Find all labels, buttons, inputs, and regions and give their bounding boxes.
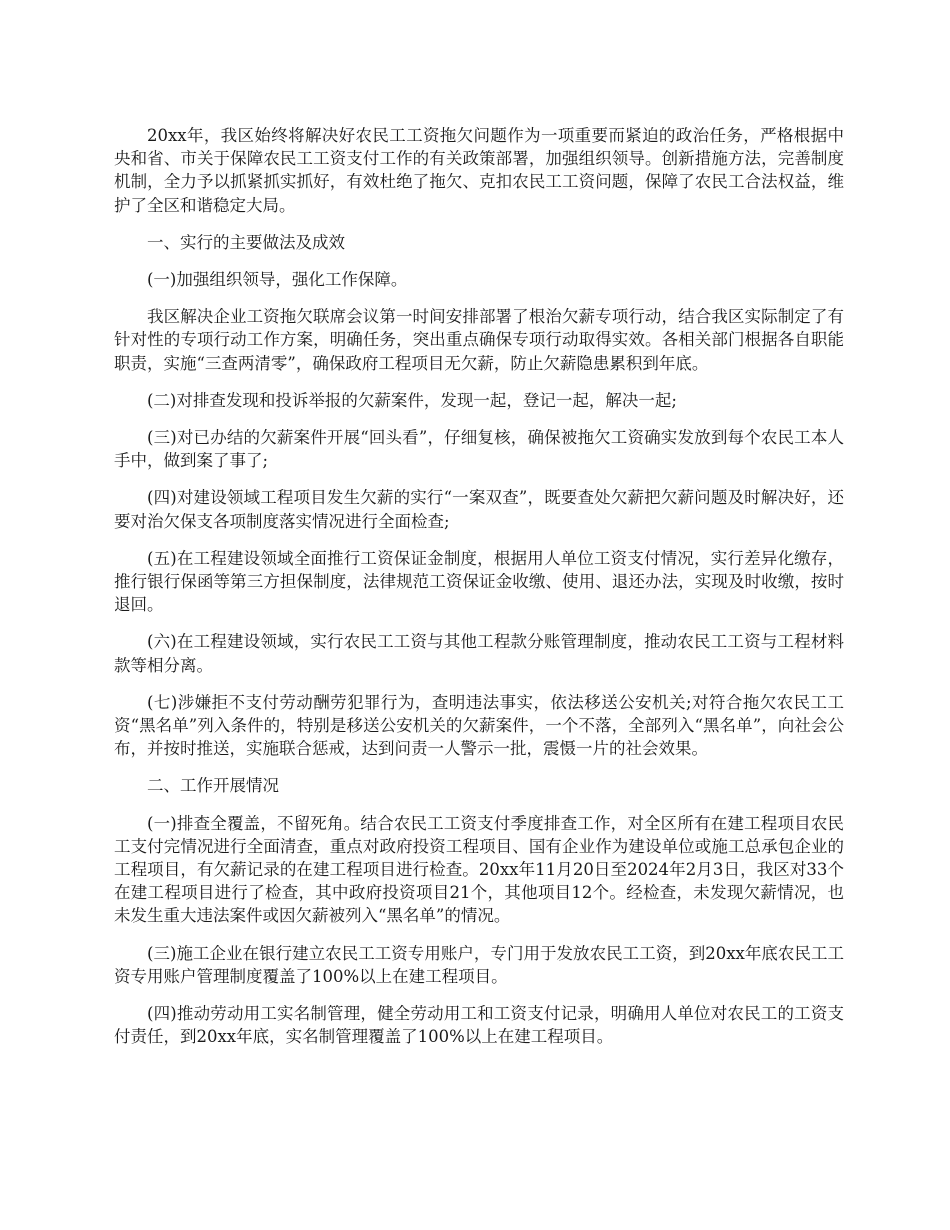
paragraph: (三)对已办结的欠薪案件开展“回头看”，仔细复核，确保被拖欠工资确实发放到每个农民工本人手中，做到案了事了; <box>114 428 844 471</box>
paragraph: (五)在工程建设领域全面推行工资保证金制度，根据用人单位工资支付情况，实行差异化缴存，推行银行保函等第三方担保制度，法律规范工资保证金收缴、使用、退还办法，实现及时收缴，按时退回。 <box>114 548 844 615</box>
paragraph: (一)排查全覆盖，不留死角。结合农民工工资支付季度排查工作，对全区所有在建工程项目农民工支付完情况进行全面清查，重点对政府投资工程项目、国有企业作为建设单位或施工总承包企业的工程项目，有欠薪记录的在建工程项目进行检查。20xx年11月20日至2024年2月3日，我区对33个在建工程项目进行了检查，其中政府投资项目21个，其他项目12个。经检查，未发现欠薪情况，也未发生重大违法案件或因欠薪被列入“黑名单”的情况。 <box>114 813 844 926</box>
paragraph: (三)施工企业在银行建立农民工工资专用账户，专门用于发放农民工工资，到20xx年底农民工工资专用账户管理制度覆盖了100%以上在建工程项目。 <box>114 943 844 986</box>
section-heading-1: 一、实行的主要做法及成效 <box>147 232 345 252</box>
intro-paragraph: 20xx年，我区始终将解决好农民工工资拖欠问题作为一项重要而紧迫的政治任务，严格根据中央和省、市关于保障农民工工资支付工作的有关政策部署，加强组织领导。创新措施方法，完善制度机制，全力予以抓紧抓实抓好，有效杜绝了拖欠、克扣农民工工资问题，保障了农民工合法权益，维护了全区和谐稳定大局。 <box>114 126 844 215</box>
paragraph: 我区解决企业工资拖欠联席会议第一时间安排部署了根治欠薪专项行动，结合我区实际制定了有针对性的专项行动工作方案，明确任务，突出重点确保专项行动取得实效。各相关部门根据各自职能职责，实施“三查两清零”，确保政府工程项目无欠薪，防止欠薪隐患累积到年底。 <box>114 307 844 373</box>
section-heading-2: 二、工作开展情况 <box>147 776 279 796</box>
paragraph: (四)推动劳动用工实名制管理，健全劳动用工和工资支付记录，明确用人单位对农民工的工资支付责任，到20xx年底，实名制管理覆盖了100%以上在建工程项目。 <box>114 1004 844 1047</box>
paragraph: (二)对排查发现和投诉举报的欠薪案件，发现一起，登记一起，解决一起; <box>147 390 677 410</box>
document-body <box>114 124 844 1063</box>
paragraph: (七)涉嫌拒不支付劳动酬劳犯罪行为，查明违法事实，依法移送公安机关;对符合拖欠农民工工资“黑名单”列入条件的，特别是移送公安机关的欠薪案件，一个不落，全部列入“黑名单”，向社会公布，并按时推送，实施联合惩戒，达到问责一人警示一批，震慑一片的社会效果。 <box>114 692 844 759</box>
paragraph: (六)在工程建设领域，实行农民工工资与其他工程款分账管理制度，推动农民工工资与工程材料款等相分离。 <box>114 632 844 675</box>
paragraph: (四)对建设领域工程项目发生欠薪的实行“一案双查”，既要查处欠薪把欠薪问题及时解决好，还要对治欠保支各项制度落实情况进行全面检查; <box>114 488 844 531</box>
subheading-1-1: (一)加强组织领导，强化工作保障。 <box>147 270 408 290</box>
